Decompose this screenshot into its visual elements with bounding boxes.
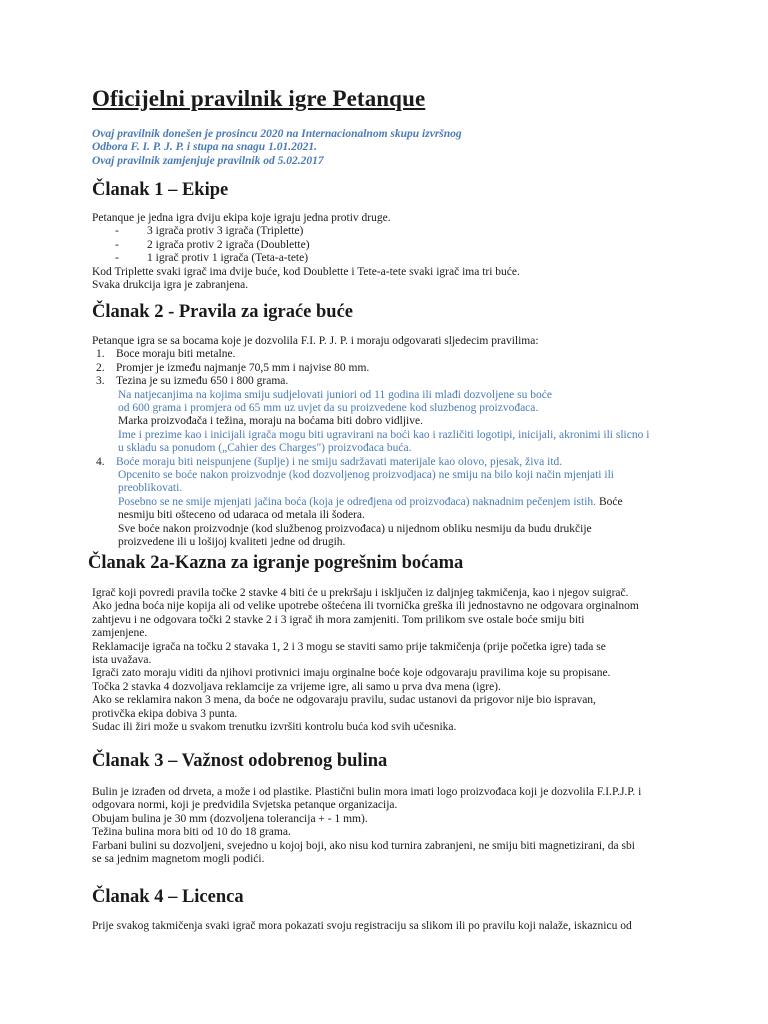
paragraph-line: proizvedene ili u lošijoj kvaliteti jedne od drugih. xyxy=(118,536,346,549)
article-2a-heading: Članak 2a-Kazna za igranje pogrešnim boćama xyxy=(88,553,464,573)
blue-note-line: u skladu sa ponudom („Cahier des Charges") proizvođaca buća. xyxy=(118,442,412,455)
paragraph-line: Igrač koji povredi pravila točke 2 stavke 4 biti će u prekršaju i isključen iz daljnjeg takmičenja, kao i njegov suigrač. xyxy=(92,587,629,599)
document-title: Oficijelni pravilnik igre Petanque xyxy=(92,86,426,111)
paragraph-line: odgovara normi, koji je predvidila Svjetska petanque organizacija. xyxy=(92,799,398,812)
article-2-heading: Članak 2 - Pravila za igraće buće xyxy=(92,302,354,322)
numbered-item: 1. Boce moraju biti metalne. xyxy=(96,348,236,361)
article-2a-body xyxy=(92,587,639,734)
intro-line: Ovaj pravilnik zamjenjuje pravilnik od 5.02.2017 xyxy=(92,154,324,167)
article-3-body xyxy=(92,786,641,866)
paragraph-line: protivčka ekipa dobiva 3 punta. xyxy=(92,707,238,720)
paragraph-line: Sudac ili žiri može u svakom trenutku izvršiti kontrolu buća kod svih učesnika. xyxy=(92,721,457,734)
list-item: - 1 igrač protiv 1 igrača (Teta-a-tete) xyxy=(115,252,309,265)
mixed-line: Posebno se ne smije mjenjati jačina boća (koja je određjena od proizvođaca) naknadnim pečenjem istih. Boće xyxy=(118,495,623,508)
paragraph-line: Točka 2 stavka 4 dozvoljava reklamcije za vrijeme igre, ali samo u prva dva mena (igre). xyxy=(92,680,501,693)
article-1-heading: Članak 1 – Ekipe xyxy=(92,180,229,200)
blue-note-line: Opcenito se boće nakon proizvodnje (kod dozvoljenog proizvodjaca) ne smiju na bilo koji način mjenjati ili xyxy=(118,469,614,482)
paragraph-line: zahtjevu i ne odgovara točki 2 stavke 2 i 3 igrač ih mora zamjeniti. Tom prilikom sve ostale boće smiju biti xyxy=(92,613,585,626)
paragraph-line: Igrači zato moraju viditi da njihovi protivnici imaju orginalne boće koje odgovaraju pravilima koje su propisane. xyxy=(92,667,611,680)
paragraph-line: Marka proizvođača i težina, moraju na boćama biti dobro vidljive. xyxy=(118,415,423,428)
article-4-heading: Članak 4 – Licenca xyxy=(92,887,244,907)
paragraph-line: Svaka drukcija igra je zabranjena. xyxy=(92,279,249,292)
article-4-body xyxy=(92,920,632,933)
numbered-item: 3. Tezina je su između 650 i 800 grama. xyxy=(96,375,289,388)
paragraph-line: nesmiju biti ošteceno od udaraca od metala ili šodera. xyxy=(118,509,365,522)
list-item: - 2 igrača protiv 2 igrača (Doublette) xyxy=(115,238,310,251)
paragraph-line: Bulin je izrađen od drveta, a može i od plastike. Plastični bulin mora imati logo proizvođaca koji je dozvolila F.I.P.J.P. i xyxy=(92,786,642,798)
paragraph-line: Ako se reklamira nakon 3 mena, da boće ne odgovaraju pravilu, sudac ustanovi da prigovor nije bio ispravan, xyxy=(92,694,596,707)
paragraph-line: Težina bulina mora biti od 10 do 18 grama. xyxy=(92,826,291,839)
numbered-item: 4. Boće moraju biti neispunjene (šuplje) i ne smiju sadržavati materijale kao olovo, pjesak, živa itd. xyxy=(96,455,563,468)
blue-note-line: Na natjecanjima na kojima smiju sudjelovati juniori od 11 godina ili mlađi dozvoljene su boće xyxy=(118,388,552,401)
intro-line: Odbora F. I. P. J. P. i stupa na snagu 1.01.2021. xyxy=(92,141,317,154)
intro-line: Ovaj pravilnik donešen je prosincu 2020 na Internacionalnom skupu izvršnog xyxy=(92,128,462,140)
paragraph-line: ista uvažava. xyxy=(92,654,152,667)
blue-note-line: Ime i prezime kao i inicijali igrača mogu biti ugravirani na boći kao i različiti logotipi, inicijali, akronimi ili slicno i xyxy=(118,428,650,441)
intro-note xyxy=(92,128,462,168)
article-3-heading: Članak 3 – Važnost odobrenog bulina xyxy=(92,751,388,771)
article-2-body xyxy=(92,335,649,550)
paragraph-line: Sve boće nakon proizvodnje (kod službenog proizvođaca) u nijednom obliku nesmiju da budu drukčije xyxy=(118,522,592,535)
paragraph-line: Farbani bulini su dozvoljeni, svejedno u kojoj boji, ako nisu kod turnira zabranjeni, ne smiju biti magnetizirani, da sbi xyxy=(92,839,635,852)
article-1-body xyxy=(92,212,520,292)
paragraph-line: Obujam bulina je 30 mm (dozvoljena tolerancija + - 1 mm). xyxy=(92,812,368,825)
paragraph-line: Prije svakog takmičenja svaki igrač mora pokazati svoju registraciju sa slikom ili po pravilu koji nalaže, iskaznicu od xyxy=(92,920,632,932)
paragraph-line: Petanque igra se sa bocama koje je dozvolila F.I. P. J. P. i moraju odgovarati sljedecim pravilima: xyxy=(92,335,539,347)
blue-note-line: preoblikovati. xyxy=(118,482,183,495)
paragraph-line: Kod Triplette svaki igrač ima dvije buće, kod Doublette i Tete-a-tete svaki igrač ima tri buće. xyxy=(92,265,520,278)
paragraph-line: Petanque je jedna igra dviju ekipa koje igraju jedna protiv druge. xyxy=(92,212,391,224)
blue-note-line: od 600 grama i promjera od 65 mm uz uvjet da su proizvedene kod sluzbenog proizvođaca. xyxy=(118,402,539,415)
list-item: - 3 igrača protiv 3 igrača (Triplette) xyxy=(115,225,304,238)
paragraph-line: se sa jednim magnetom mogli podići. xyxy=(92,853,265,866)
numbered-item: 2. Promjer je između najmanje 70,5 mm i najvise 80 mm. xyxy=(96,361,370,374)
paragraph-line: Ako jedna boća nije kopija ali od velike upotrebe oštećena ili tvornička greška ili jednostavno ne odgovara orginalnom xyxy=(92,600,639,613)
paragraph-line: zamjenjene. xyxy=(92,627,148,640)
paragraph-line: Reklamacije igrača na točku 2 stavaka 1, 2 i 3 mogu se staviti samo prije takmičenja (prije početka igre) tada se xyxy=(92,640,606,653)
